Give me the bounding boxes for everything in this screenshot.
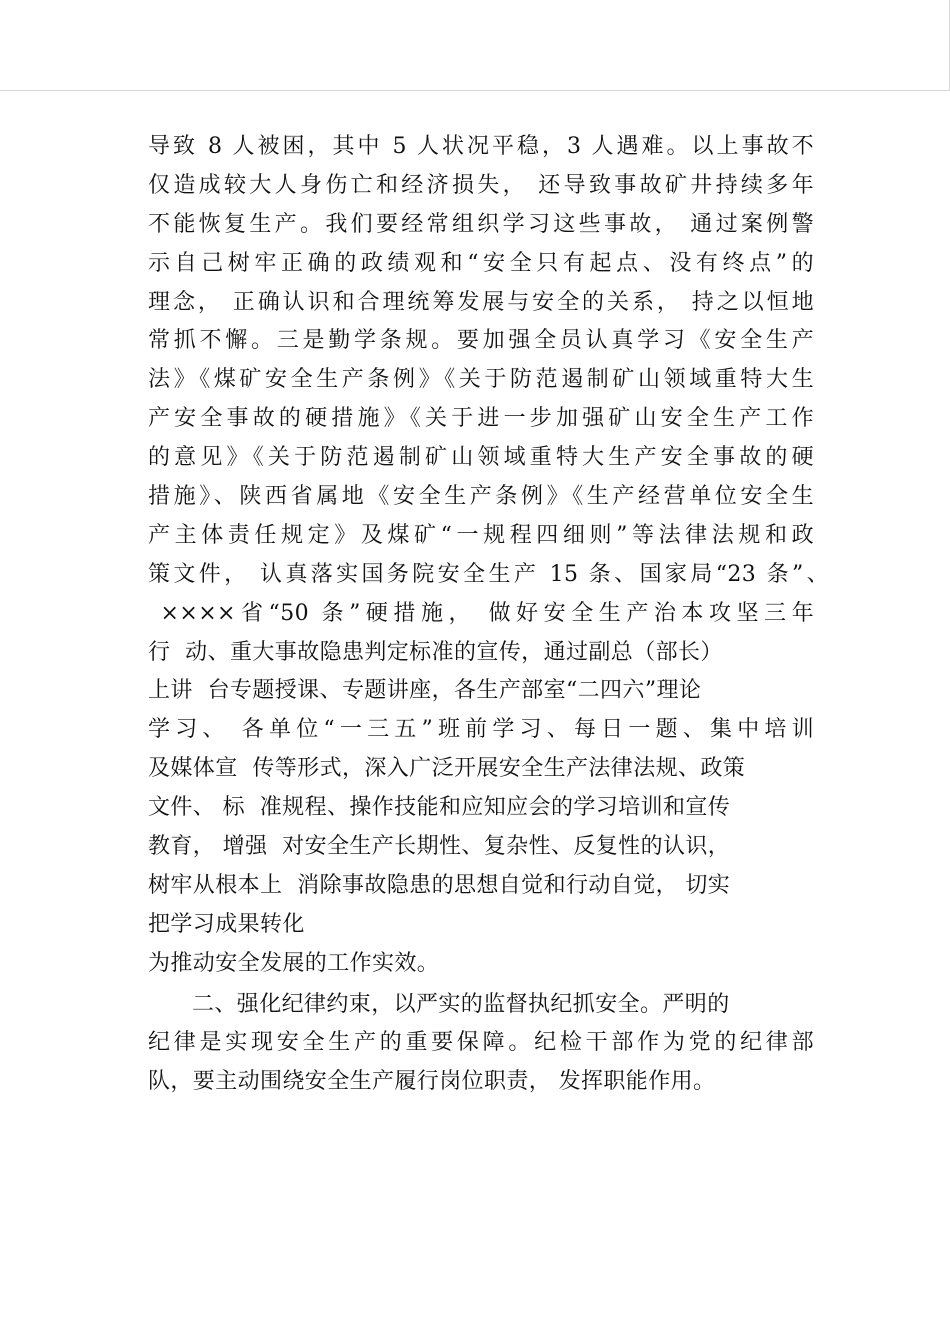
text-line: 为推动安全发展的工作实效。 xyxy=(148,950,440,976)
section-heading-line: 二、强化纪律约束，以严实的监督执纪抓安全。严明的 xyxy=(192,991,730,1017)
text-line: 文件、 标 准规程、操作技能和应知应会的学习培训和宣传 xyxy=(148,795,731,821)
text-line: 法》《煤矿安全生产条例》《关于防范遏制矿山领域重特大生 xyxy=(148,367,814,393)
page-header-area xyxy=(0,0,950,91)
text-line: 树牢从根本上 消除事故隐患的思想自觉和行动自觉， 切实 xyxy=(148,872,731,898)
text-line: 的意见》《关于防范遏制矿山领域重特大生产安全事故的硬 xyxy=(148,445,814,471)
text-line: 导致 8 人被困，其中 5 人状况平稳，3 人遇难。以上事故不 xyxy=(148,134,814,159)
text-line: 上讲 台专题授课、专题讲座，各生产部室“二四六”理论 xyxy=(148,678,702,704)
text-line: 教育， 增强 对安全生产长期性、复杂性、反复性的认识， xyxy=(148,834,731,860)
text-line: 学习、 各单位“一三五”班前学习、每日一题、集中培训 xyxy=(148,717,814,743)
text-line: 仅造成较大人身伤亡和经济损失， 还导致事故矿井持续多年 xyxy=(148,172,814,198)
text-line: 理念， 正确认识和合理统筹发展与安全的关系， 持之以恒地 xyxy=(148,289,814,315)
text-line: 产主体责任规定》及煤矿“一规程四细则”等法律法规和政 xyxy=(148,522,814,548)
text-line: 及媒体宣 传等形式，深入广泛开展安全生产法律法规、政策 xyxy=(148,756,746,782)
text-line: 措施》、陕西省属地《安全生产条例》《生产经营单位安全生 xyxy=(148,484,814,510)
body-text xyxy=(148,128,838,1102)
text-line: 纪律是实现安全生产的重要保障。纪检干部作为党的纪律部 xyxy=(148,1030,814,1056)
text-line: 策文件， 认真落实国务院安全生产 15 条、国家局“23 条”、 xyxy=(148,561,829,587)
text-line: 队，要主动围绕安全生产履行岗位职责， 发挥职能作用。 xyxy=(148,1069,716,1095)
text-line: 产安全事故的硬措施》《关于进一步加强矿山安全生产工作 xyxy=(148,406,814,432)
text-line: 常抓不懈。三是勤学条规。要加强全员认真学习《安全生产 xyxy=(148,328,814,354)
text-line: 把学习成果转化 xyxy=(148,911,305,937)
text-line: ××××省“50 条”硬措施， 做好安全生产治本攻坚三年 xyxy=(148,600,814,626)
text-line: 不能恢复生产。我们要经常组织学习这些事故， 通过案例警 xyxy=(148,211,814,237)
text-line: 示自己树牢正确的政绩观和“安全只有起点、没有终点”的 xyxy=(148,250,814,276)
text-line: 行 动、重大事故隐患判定标准的宣传，通过副总（部长） xyxy=(148,639,723,665)
